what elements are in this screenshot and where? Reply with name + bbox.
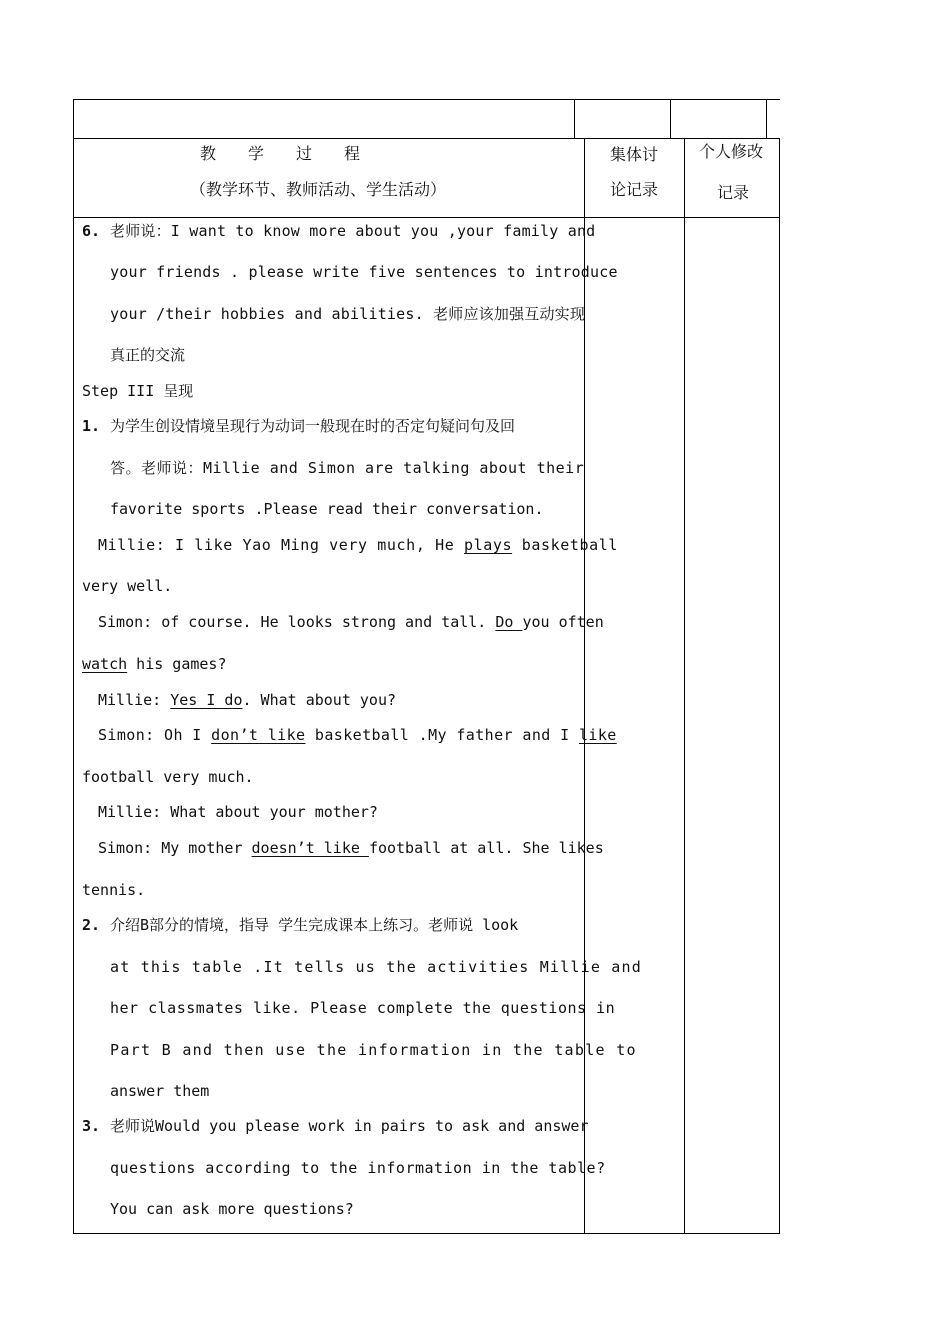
header-row-bottom <box>73 217 780 218</box>
item-3-number: 3. <box>82 1117 101 1135</box>
dialog-text: Simon: My mother <box>98 839 252 857</box>
item-2-line: Part B and then use the information in the table to <box>110 1041 637 1059</box>
dialog-line <box>98 535 618 555</box>
dialog-text: Simon: Oh I <box>98 726 212 744</box>
right-border <box>779 138 780 1234</box>
dialog-underlined: like <box>578 726 617 744</box>
top-border <box>73 99 780 100</box>
dialog-line <box>98 690 396 710</box>
item-1-line: 为学生创设情境呈现行为动词一般现在时的否定句疑问句及回 <box>110 417 516 435</box>
dialog-text: his games? <box>127 655 227 673</box>
dialog-line: tennis. <box>82 881 146 899</box>
dialog-underlined: Do <box>495 613 523 631</box>
bottom-border <box>73 1233 780 1234</box>
dialog-text: Millie: <box>98 691 171 709</box>
group-discussion-header-line1: 集体讨 <box>610 145 659 164</box>
process-subtitle: （教学环节、教师活动、学生活动） <box>190 180 447 199</box>
dialog-text: Simon: of course. He looks strong and tall. <box>98 613 496 631</box>
item-3-line: questions according to the information in the table? <box>110 1159 606 1177</box>
column-divider-2 <box>684 138 685 1234</box>
dialog-underlined: don’t like <box>211 726 306 744</box>
dialog-text: football at all. She likes <box>368 839 604 857</box>
item-6-line: your friends . please write five sentences to introduce <box>110 263 618 281</box>
dialog-text: you often <box>522 613 604 631</box>
dialog-line <box>82 654 227 674</box>
dialog-underlined: Yes I do <box>170 691 243 709</box>
header-row-top <box>73 138 780 139</box>
item-1-line: favorite sports .Please read their conversation. <box>110 500 544 518</box>
step-3-heading: Step III 呈现 <box>82 382 194 400</box>
item-6-line: 老师说：I want to know more about you ,your family and <box>110 222 596 240</box>
item-1-line: 答。老师说：Millie and Simon are talking about their <box>110 459 585 477</box>
item-6-number: 6. <box>82 222 101 240</box>
personal-revision-header-line2: 记录 <box>717 183 750 202</box>
dialog-text: basketball .My father and I <box>305 726 579 744</box>
left-border <box>73 99 74 1234</box>
dialog-line: football very much. <box>82 768 254 786</box>
dialog-underlined: watch <box>82 655 128 673</box>
item-2-line: 介绍B部分的情境，指导 学生完成课本上练习。老师说 look <box>110 916 519 934</box>
personal-revision-header-line1: 个人修改 <box>699 142 764 161</box>
item-1-number: 1. <box>82 417 101 435</box>
dialog-text: . What about you? <box>242 691 397 709</box>
top-row-divider-2 <box>670 99 671 139</box>
group-discussion-header-line2: 论记录 <box>610 180 659 199</box>
item-6-line: 真正的交流 <box>110 346 186 364</box>
dialog-line: Millie: What about your mother? <box>98 803 378 821</box>
dialog-line <box>98 838 604 858</box>
dialog-line <box>98 725 617 745</box>
dialog-line <box>98 612 604 632</box>
dialog-underlined: plays <box>463 536 513 554</box>
column-divider-1 <box>584 138 585 1234</box>
dialog-text: basketball <box>512 536 619 554</box>
item-2-line: at this table .It tells us the activities Millie and <box>110 958 642 976</box>
process-title: 教 学 过 程 <box>200 144 361 163</box>
item-3-line: 老师说Would you please work in pairs to ask and answer <box>110 1117 589 1135</box>
item-2-number: 2. <box>82 916 101 934</box>
item-3-line: You can ask more questions? <box>110 1200 354 1218</box>
dialog-underlined: doesn’t like <box>251 839 369 857</box>
dialog-line: very well. <box>82 577 173 595</box>
dialog-text: Millie: I like Yao Ming very much, He <box>98 536 464 554</box>
top-row-divider-1 <box>574 99 575 139</box>
item-2-line: answer them <box>110 1082 210 1100</box>
top-row-divider-3 <box>766 99 767 139</box>
item-2-line: her classmates like. Please complete the questions in <box>110 999 616 1017</box>
item-6-line: your /their hobbies and abilities. 老师应该加强互动实现 <box>110 305 586 323</box>
